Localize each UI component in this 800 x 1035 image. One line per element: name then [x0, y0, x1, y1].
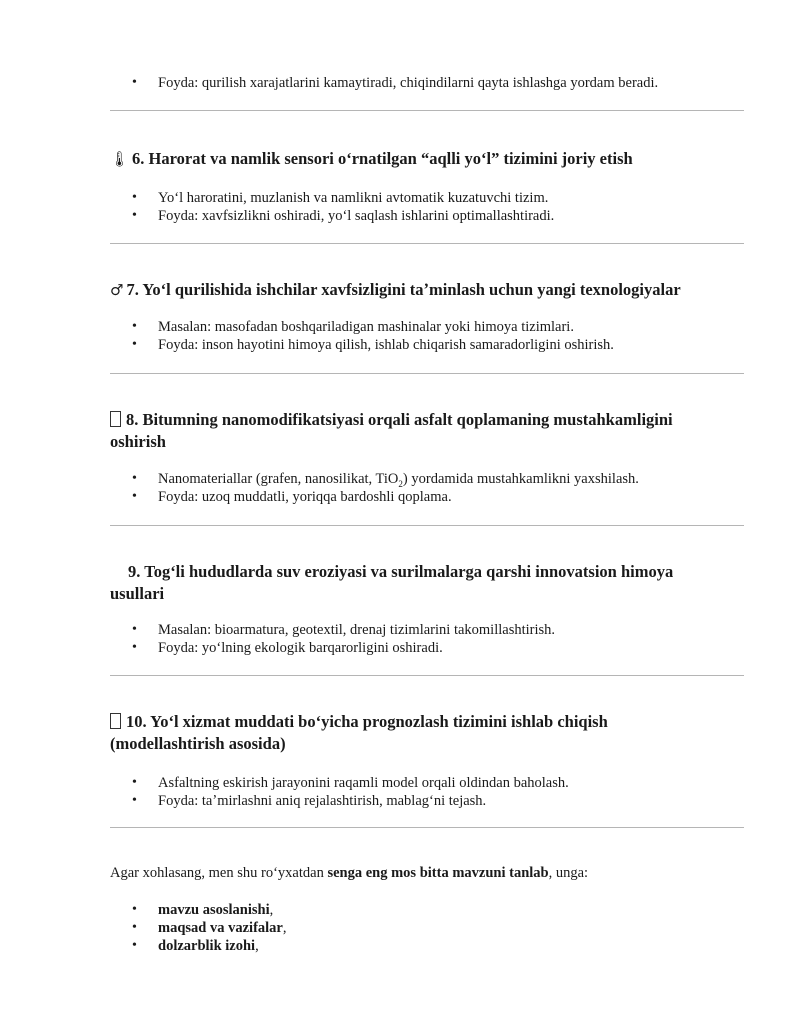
- divider: [110, 243, 744, 244]
- missing-glyph-icon: [110, 411, 121, 427]
- male-symbol-icon: ♂: [110, 281, 124, 299]
- section-heading-8: [110, 409, 730, 453]
- section-title-continued: oshirish: [110, 432, 166, 451]
- list-item: • Nanomateriallar (grafen, nanosilikat, TiO$_2$) yordamida mustahkamlikni yaxshilash.: [110, 470, 760, 488]
- list-item: • mavzu asoslanishi,: [110, 901, 760, 919]
- list-item: • Foyda: qurilish xarajatlarini kamaytiradi, chiqindilarni qayta ishlashga yordam beradi.: [110, 74, 760, 92]
- missing-glyph-icon: [110, 713, 121, 729]
- bullet-list: [0, 189, 760, 225]
- section-heading-7: [110, 279, 730, 301]
- divider: [110, 373, 744, 374]
- section-heading-9-continued: [110, 583, 730, 605]
- section-title: 6. Harorat va namlik sensori oʻrnatilgan “aqlli yoʻl” tizimini joriy etish: [132, 149, 633, 168]
- section-title: 10. Yoʻl xizmat muddati boʻyicha prognozlash tizimini ishlab chiqish: [126, 712, 608, 731]
- section-title-continued: (modellashtirish asosida): [110, 734, 286, 753]
- bullet-list: [0, 318, 760, 354]
- list-item: • maqsad va vazifalar,: [110, 919, 760, 937]
- list-item: • Masalan: masofadan boshqariladigan mashinalar yoki himoya tizimlari.: [110, 318, 760, 336]
- list-item: • Foyda: uzoq muddatli, yoriqqa bardoshli qoplama.: [110, 488, 760, 506]
- bullet-list: [0, 74, 760, 92]
- section-heading-10: [110, 711, 730, 755]
- emphasis: senga eng mos bitta mavzuni tanlab: [327, 865, 549, 881]
- bullet-list: [0, 470, 760, 506]
- divider: [110, 675, 744, 676]
- section-heading-9: [110, 561, 730, 583]
- divider: [110, 827, 744, 828]
- list-item: • Foyda: xavfsizlikni oshiradi, yoʻl saqlash ishlarini optimallashtiradi.: [110, 207, 760, 225]
- list-item: • Foyda: yoʻlning ekologik barqarorligini oshiradi.: [110, 639, 760, 657]
- list-item: • Foyda: inson hayotini himoya qilish, ishlab chiqarish samaradorligini oshirish.: [110, 336, 760, 354]
- section-title-continued: usullari: [110, 584, 165, 603]
- bullet-list: [0, 621, 760, 657]
- divider: [110, 525, 744, 526]
- section-heading-6: [110, 148, 730, 170]
- section-title: 9. Togʻli hududlarda suv eroziyasi va surilmalarga qarshi innovatsion himoya: [128, 562, 674, 581]
- closing-paragraph: Agar xohlasang, men shu roʻyxatdan senga eng mos bitta mavzuni tanlab, unga:: [110, 865, 589, 881]
- list-item: • Foyda: taʼmirlashni aniq rejalashtirish, mablagʻni tejash.: [110, 792, 760, 810]
- divider: [110, 110, 744, 111]
- bullet-list: [0, 774, 760, 810]
- thermometer-icon: 🌡: [110, 150, 130, 168]
- section-title: 8. Bitumning nanomodifikatsiyasi orqali asfalt qoplamaning mustahkamligini: [126, 410, 673, 429]
- list-item: • Masalan: bioarmatura, geotextil, drenaj tizimlarini takomillashtirish.: [110, 621, 760, 639]
- closing-list: [0, 901, 760, 955]
- section-title: 7. Yoʻl qurilishida ishchilar xavfsizligini taʼminlash uchun yangi texnologiyalar: [126, 280, 681, 299]
- list-item: • Yoʻl haroratini, muzlanish va namlikni avtomatik kuzatuvchi tizim.: [110, 189, 760, 207]
- list-item: • dolzarblik izohi,: [110, 937, 760, 955]
- list-item: • Asfaltning eskirish jarayonini raqamli model orqali oldindan baholash.: [110, 774, 760, 792]
